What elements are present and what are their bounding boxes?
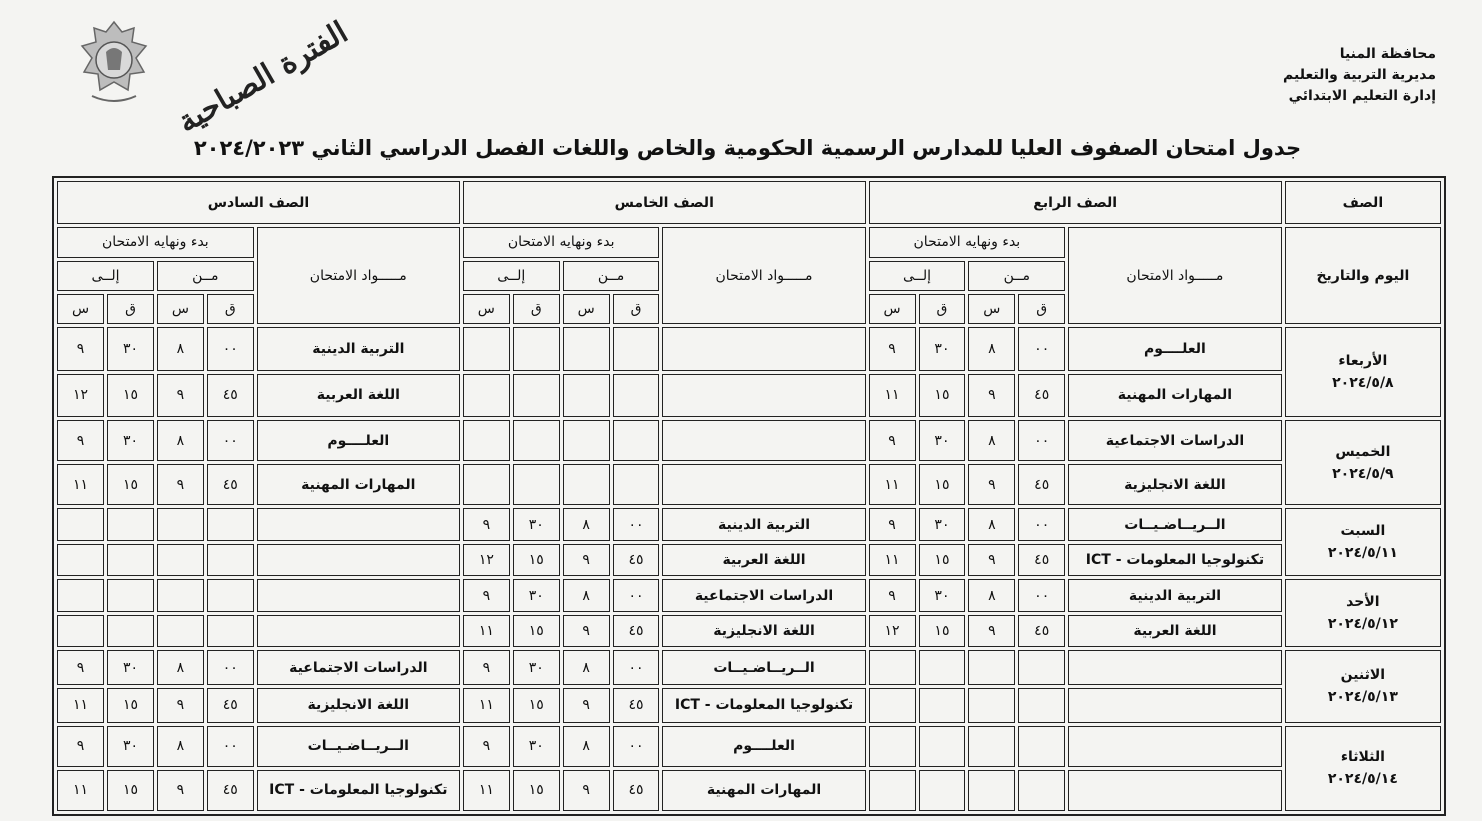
subject-cell: اللغة العربية [1068, 615, 1282, 648]
from-hour-cell [563, 464, 610, 505]
subjects-header: مـــــواد الامتحان [1068, 227, 1282, 324]
to-minutes-cell: ٣٠ [919, 579, 966, 612]
to-minutes-cell [513, 464, 560, 505]
from-minutes-cell: ٠٠ [1018, 327, 1065, 370]
from-minutes-cell: ٤٥ [613, 615, 660, 648]
from-hour-cell: ٩ [968, 544, 1015, 577]
minutes-header: ق [919, 294, 966, 324]
schedule-row [57, 420, 1441, 461]
to-hour-cell: ١١ [869, 374, 916, 417]
to-hour-cell [869, 770, 916, 811]
schedule-row [57, 726, 1441, 767]
to-header: إلــى [463, 261, 560, 291]
from-hour-cell: ٨ [563, 579, 610, 612]
from-hour-cell [157, 579, 204, 612]
subject-cell [1068, 650, 1282, 685]
to-hour-cell: ١١ [57, 770, 104, 811]
to-hour-cell: ١١ [463, 688, 510, 723]
to-minutes-cell: ٣٠ [513, 726, 560, 767]
day-date-cell [1285, 327, 1441, 417]
from-hour-cell: ٩ [157, 770, 204, 811]
time-header: بدء ونهايه الامتحان [463, 227, 660, 257]
from-hour-cell: ٨ [968, 327, 1015, 370]
subjects-header: مـــــواد الامتحان [662, 227, 865, 324]
from-minutes-cell: ٤٥ [613, 544, 660, 577]
from-minutes-cell: ٤٥ [207, 688, 254, 723]
to-minutes-cell: ٣٠ [107, 650, 154, 685]
subject-cell [1068, 688, 1282, 723]
from-header: مــن [563, 261, 660, 291]
to-hour-cell [463, 464, 510, 505]
from-hour-cell [157, 508, 204, 541]
hours-header: س [968, 294, 1015, 324]
to-hour-cell [57, 615, 104, 648]
subject-cell: اللغة الانجليزية [1068, 464, 1282, 505]
to-hour-cell: ١٢ [869, 615, 916, 648]
exam-schedule-table [54, 178, 1444, 814]
to-minutes-cell [919, 770, 966, 811]
subject-cell [662, 374, 865, 417]
subject-cell [257, 508, 460, 541]
to-minutes-cell [919, 726, 966, 767]
to-minutes-cell: ٣٠ [107, 327, 154, 370]
schedule-row [57, 374, 1441, 417]
schedule-row [57, 650, 1441, 685]
to-minutes-cell [513, 420, 560, 461]
from-minutes-cell: ٤٥ [207, 770, 254, 811]
to-minutes-cell [107, 508, 154, 541]
from-hour-cell: ٩ [968, 464, 1015, 505]
from-hour-cell: ٨ [563, 726, 610, 767]
from-minutes-cell: ٠٠ [207, 420, 254, 461]
time-header: بدء ونهايه الامتحان [869, 227, 1066, 257]
to-hour-cell [463, 374, 510, 417]
exam-date: ٢٠٢٤/٥/٩ [1332, 465, 1394, 482]
to-minutes-cell [919, 688, 966, 723]
from-minutes-cell [613, 420, 660, 461]
to-hour-cell: ٩ [463, 650, 510, 685]
to-hour-cell [869, 726, 916, 767]
subject-cell: تكنولوجيا المعلومات - ICT [1068, 544, 1282, 577]
from-minutes-cell: ٠٠ [613, 508, 660, 541]
hours-header: س [563, 294, 610, 324]
schedule-row [57, 615, 1441, 648]
day-date-cell [1285, 508, 1441, 576]
day-date-cell [1285, 650, 1441, 722]
day-name: السبت [1340, 523, 1386, 540]
to-hour-cell [57, 579, 104, 612]
from-minutes-cell: ٠٠ [207, 650, 254, 685]
header-line-directorate: مديرية التربية والتعليم [1283, 67, 1436, 83]
minutes-header: ق [107, 294, 154, 324]
to-minutes-cell: ١٥ [513, 688, 560, 723]
from-minutes-cell: ٠٠ [1018, 579, 1065, 612]
from-hour-cell: ٩ [563, 688, 610, 723]
subject-cell [257, 544, 460, 577]
subject-cell: التربية الدينية [662, 508, 865, 541]
from-hour-cell: ٨ [563, 508, 610, 541]
to-hour-cell: ١٢ [57, 374, 104, 417]
to-hour-cell [463, 420, 510, 461]
from-hour-cell [563, 327, 610, 370]
from-hour-cell [157, 544, 204, 577]
to-minutes-cell: ٣٠ [919, 508, 966, 541]
day-name: الاثنين [1340, 667, 1386, 684]
to-minutes-cell: ٣٠ [513, 650, 560, 685]
to-hour-cell [869, 688, 916, 723]
to-hour-cell: ٩ [57, 726, 104, 767]
subject-cell [257, 579, 460, 612]
subject-cell: تكنولوجيا المعلومات - ICT [257, 770, 460, 811]
subject-cell: الــريــاضـيــات [662, 650, 865, 685]
from-hour-cell: ٩ [968, 374, 1015, 417]
subject-cell: التربية الدينية [1068, 579, 1282, 612]
to-hour-cell: ١١ [57, 464, 104, 505]
from-minutes-cell: ٤٥ [1018, 374, 1065, 417]
emblem-logo [72, 18, 156, 110]
day-date-cell [1285, 420, 1441, 505]
to-hour-cell: ٩ [57, 327, 104, 370]
to-minutes-cell: ١٥ [919, 374, 966, 417]
to-minutes-cell: ١٥ [513, 770, 560, 811]
to-hour-cell [57, 544, 104, 577]
from-hour-cell: ٩ [157, 464, 204, 505]
from-minutes-cell: ٠٠ [613, 726, 660, 767]
from-minutes-cell [1018, 726, 1065, 767]
from-hour-cell: ٨ [157, 420, 204, 461]
to-hour-cell: ٩ [869, 508, 916, 541]
from-hour-cell: ٨ [968, 579, 1015, 612]
from-hour-cell: ٩ [563, 615, 610, 648]
page-title: جدول امتحان الصفوف العليا للمدارس الرسمية الحكومية والخاص واللغات الفصل الدراسي الثاني ٢٠٢٤/٢٠٢٣ [193, 136, 1302, 160]
from-minutes-cell [1018, 770, 1065, 811]
schedule-row [57, 579, 1441, 612]
minutes-header: ق [613, 294, 660, 324]
subject-cell [1068, 770, 1282, 811]
to-minutes-cell: ١٥ [107, 770, 154, 811]
to-minutes-cell: ٣٠ [919, 420, 966, 461]
from-hour-cell [968, 770, 1015, 811]
from-header: مــن [157, 261, 254, 291]
from-hour-cell: ٨ [157, 650, 204, 685]
to-hour-cell: ٩ [57, 420, 104, 461]
schedule-row [57, 508, 1441, 541]
exam-date: ٢٠٢٤/٥/٨ [1332, 375, 1394, 392]
from-minutes-cell: ٠٠ [1018, 420, 1065, 461]
subject-cell: الدراسات الاجتماعية [662, 579, 865, 612]
morning-period-stamp: الفترة الصباحية [171, 14, 354, 141]
from-minutes-cell: ٤٥ [207, 374, 254, 417]
subject-cell [1068, 726, 1282, 767]
to-header: إلــى [869, 261, 966, 291]
subject-cell [662, 420, 865, 461]
from-minutes-cell [613, 464, 660, 505]
minutes-header: ق [1018, 294, 1065, 324]
header-line-governorate: محافظة المنيا [1339, 46, 1436, 62]
to-minutes-cell: ١٥ [513, 615, 560, 648]
subject-cell [662, 464, 865, 505]
to-minutes-cell: ١٥ [919, 544, 966, 577]
to-hour-cell [57, 508, 104, 541]
from-hour-cell [968, 650, 1015, 685]
from-hour-cell: ٩ [157, 688, 204, 723]
hours-header: س [157, 294, 204, 324]
subject-cell: الدراسات الاجتماعية [257, 650, 460, 685]
from-hour-cell: ٨ [563, 650, 610, 685]
subject-cell: التربية الدينية [257, 327, 460, 370]
from-minutes-cell [207, 508, 254, 541]
subject-cell: العلــــوم [257, 420, 460, 461]
from-minutes-cell: ٠٠ [207, 726, 254, 767]
to-minutes-cell [107, 544, 154, 577]
to-hour-cell: ٩ [869, 327, 916, 370]
from-hour-cell: ٨ [968, 508, 1015, 541]
to-minutes-cell [513, 374, 560, 417]
subject-cell: الــريــاضـيــات [1068, 508, 1282, 541]
schedule-row [57, 770, 1441, 811]
from-minutes-cell [207, 544, 254, 577]
to-minutes-cell [513, 327, 560, 370]
to-minutes-cell: ٣٠ [107, 420, 154, 461]
grade-6-header: الصف السادس [57, 181, 460, 224]
to-hour-cell: ٩ [463, 579, 510, 612]
from-minutes-cell [613, 327, 660, 370]
from-minutes-cell: ٤٥ [613, 688, 660, 723]
day-name: الخميس [1335, 443, 1391, 460]
from-hour-cell [968, 726, 1015, 767]
to-minutes-cell: ٣٠ [513, 579, 560, 612]
to-minutes-cell: ١٥ [919, 464, 966, 505]
schedule-row [57, 544, 1441, 577]
schedule-row [57, 688, 1441, 723]
to-minutes-cell: ١٥ [513, 544, 560, 577]
from-minutes-cell [207, 615, 254, 648]
schedule-row [57, 327, 1441, 370]
time-header: بدء ونهايه الامتحان [57, 227, 254, 257]
subject-cell: العلــــوم [1068, 327, 1282, 370]
to-minutes-cell: ١٥ [107, 374, 154, 417]
to-hour-cell: ٩ [869, 420, 916, 461]
day-name: الثلاثاء [1340, 749, 1385, 766]
to-hour-cell: ٩ [869, 579, 916, 612]
from-minutes-cell: ٤٥ [1018, 464, 1065, 505]
to-minutes-cell: ٣٠ [513, 508, 560, 541]
from-hour-cell: ٩ [968, 615, 1015, 648]
hours-header: س [57, 294, 104, 324]
from-header: مــن [968, 261, 1065, 291]
grade-5-header: الصف الخامس [463, 181, 866, 224]
subject-cell [662, 327, 865, 370]
from-minutes-cell: ٠٠ [1018, 508, 1065, 541]
to-minutes-cell [919, 650, 966, 685]
to-hour-cell: ١١ [869, 544, 916, 577]
exam-date: ٢٠٢٤/٥/١٣ [1327, 689, 1398, 706]
subject-cell: اللغة الانجليزية [662, 615, 865, 648]
to-hour-cell [463, 327, 510, 370]
from-minutes-cell: ٠٠ [613, 579, 660, 612]
to-minutes-cell: ١٥ [107, 688, 154, 723]
to-hour-cell: ١١ [463, 615, 510, 648]
subject-cell: العلــــوم [662, 726, 865, 767]
schedule-row [57, 464, 1441, 505]
subject-cell: المهارات المهنية [1068, 374, 1282, 417]
col-day-header: اليوم والتاريخ [1285, 227, 1441, 324]
from-minutes-cell [207, 579, 254, 612]
col-grade-header: الصف [1285, 181, 1441, 224]
from-minutes-cell: ٤٥ [613, 770, 660, 811]
from-minutes-cell [613, 374, 660, 417]
day-name: الأحد [1346, 594, 1380, 611]
to-minutes-cell: ٣٠ [919, 327, 966, 370]
minutes-header: ق [513, 294, 560, 324]
from-minutes-cell: ٤٥ [1018, 544, 1065, 577]
subject-cell [257, 615, 460, 648]
subject-cell: تكنولوجيا المعلومات - ICT [662, 688, 865, 723]
to-hour-cell: ٩ [463, 726, 510, 767]
minutes-header: ق [207, 294, 254, 324]
subjects-header: مـــــواد الامتحان [257, 227, 460, 324]
from-minutes-cell: ٤٥ [207, 464, 254, 505]
to-minutes-cell: ٣٠ [107, 726, 154, 767]
subject-cell: المهارات المهنية [257, 464, 460, 505]
to-hour-cell [869, 650, 916, 685]
header-line-administration: إدارة التعليم الابتدائي [1288, 88, 1436, 104]
from-hour-cell: ٨ [968, 420, 1015, 461]
exam-date: ٢٠٢٤/٥/١١ [1327, 545, 1398, 562]
subject-cell: اللغة الانجليزية [257, 688, 460, 723]
to-minutes-cell [107, 615, 154, 648]
day-date-cell [1285, 579, 1441, 647]
from-hour-cell: ٩ [563, 544, 610, 577]
from-hour-cell [157, 615, 204, 648]
from-hour-cell [968, 688, 1015, 723]
day-name: الأربعاء [1338, 353, 1388, 370]
from-minutes-cell: ٠٠ [613, 650, 660, 685]
day-date-cell [1285, 726, 1441, 811]
to-hour-cell: ١١ [869, 464, 916, 505]
from-minutes-cell: ٠٠ [207, 327, 254, 370]
from-hour-cell: ٨ [157, 726, 204, 767]
from-hour-cell [563, 374, 610, 417]
grade-4-header: الصف الرابع [869, 181, 1282, 224]
exam-date: ٢٠٢٤/٥/١٤ [1327, 771, 1398, 788]
from-hour-cell: ٨ [157, 327, 204, 370]
to-hour-cell: ١١ [57, 688, 104, 723]
subject-cell: اللغة العربية [662, 544, 865, 577]
subject-cell: الدراسات الاجتماعية [1068, 420, 1282, 461]
from-hour-cell [563, 420, 610, 461]
from-hour-cell: ٩ [157, 374, 204, 417]
to-hour-cell: ١١ [463, 770, 510, 811]
from-minutes-cell: ٤٥ [1018, 615, 1065, 648]
directorate-header [1283, 44, 1436, 107]
hours-header: س [463, 294, 510, 324]
to-minutes-cell [107, 579, 154, 612]
to-minutes-cell: ١٥ [919, 615, 966, 648]
exam-date: ٢٠٢٤/٥/١٢ [1327, 616, 1398, 633]
subject-cell: اللغة العربية [257, 374, 460, 417]
to-hour-cell: ٩ [57, 650, 104, 685]
to-header: إلــى [57, 261, 154, 291]
from-minutes-cell [1018, 688, 1065, 723]
subject-cell: الــريــاضـيــات [257, 726, 460, 767]
hours-header: س [869, 294, 916, 324]
to-hour-cell: ٩ [463, 508, 510, 541]
to-minutes-cell: ١٥ [107, 464, 154, 505]
from-hour-cell: ٩ [563, 770, 610, 811]
subject-cell: المهارات المهنية [662, 770, 865, 811]
from-minutes-cell [1018, 650, 1065, 685]
to-hour-cell: ١٢ [463, 544, 510, 577]
